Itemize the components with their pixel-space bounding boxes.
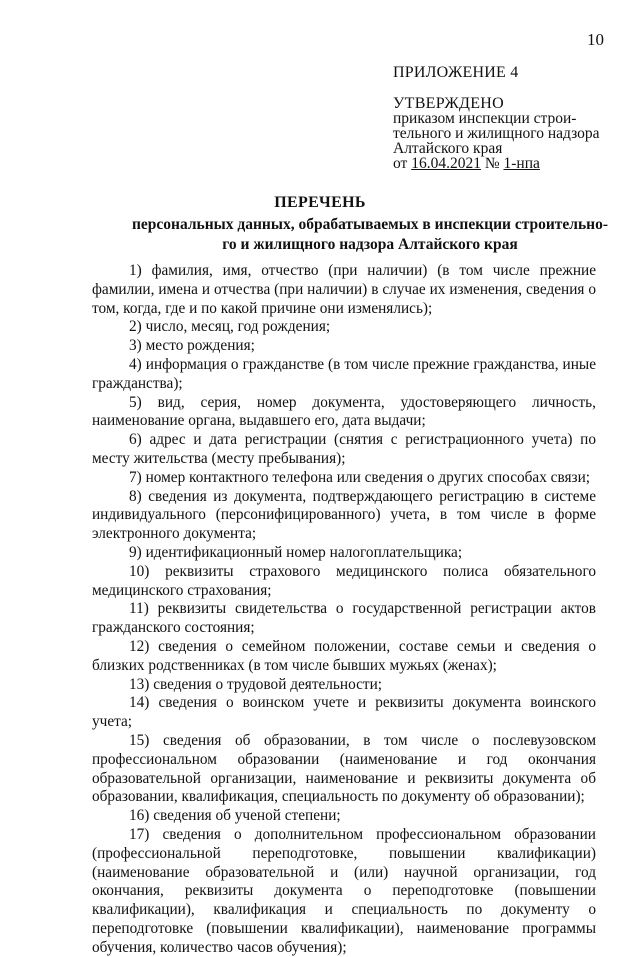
list-item: 6) адрес и дата регистрации (снятия с регистрационного учета) по месту жительства (месту пребывания); bbox=[92, 431, 596, 467]
approval-line: тельного и жилищного надзора bbox=[393, 125, 600, 142]
approval-line: приказом инспекции строи- bbox=[393, 110, 577, 127]
list-item: 7) номер контактного телефона или сведения о других способах связи; bbox=[129, 468, 591, 486]
document-title: ПЕРЕЧЕНЬ bbox=[274, 194, 366, 211]
page-number: 10 bbox=[587, 30, 604, 49]
list-item: 11) реквизиты свидетельства о государственной регистрации актов гражданского состояния; bbox=[92, 600, 596, 637]
list-item: 17) сведения о дополнительном профессиональном образовании (профессиональной переподготовке, повышении квалификации) (наименование образовательной и (или) научной организации, год окончания, реквизиты документа о переподготовке (повышении квалификации), квалификация и специальность по документу о переподготовке (повышении квалификации), наименование программы обучения, количество часов обучения); bbox=[92, 825, 596, 956]
document-subtitle: персональных данных, обрабатываемых в инспекции строительно-го и жилищного надзора Алтайского края bbox=[131, 216, 609, 253]
order-number: 1-нпа bbox=[503, 155, 540, 172]
list-item: 3) место рождения; bbox=[129, 337, 255, 355]
date-prefix: от bbox=[393, 155, 408, 172]
approval-heading: УТВЕРЖДЕНО bbox=[393, 95, 505, 112]
approval-block bbox=[393, 96, 633, 171]
approval-date: 16.04.2021 bbox=[411, 155, 481, 172]
list-item: 1) фамилия, имя, отчество (при наличии) (в том числе прежние фамилии, имена и отчества (при наличии) в случае их изменения, сведения о том, когда, где и по какой причине они изменялись); bbox=[92, 262, 596, 317]
list-item: 14) сведения о воинском учете и реквизиты документа воинского учета; bbox=[92, 694, 596, 731]
approval-date-line bbox=[393, 156, 633, 171]
list-item: 8) сведения из документа, подтверждающего регистрацию в системе индивидуального (персонифицированного) учета, в том числе в форме электронного документа; bbox=[92, 487, 596, 543]
list-item: 9) идентификационный номер налогоплательщика; bbox=[129, 543, 463, 561]
list-item: 15) сведения об образовании, в том числе о послевузовском профессиональном образовании (наименование и год окончания образовательной организации, наименование и реквизиты документа об образовании, квалификация, специальность по документу об образовании); bbox=[92, 731, 596, 806]
list-item: 12) сведения о семейном положении, составе семьи и сведения о близких родственниках (в том числе бывших мужьях (женах); bbox=[92, 637, 596, 674]
list-item: 2) число, месяц, год рождения; bbox=[129, 318, 331, 336]
appendix-label: ПРИЛОЖЕНИЕ 4 bbox=[393, 64, 519, 81]
approval-line: Алтайского края bbox=[393, 140, 503, 157]
list-item: 10) реквизиты страхового медицинского полиса обязательного медицинского страхования; bbox=[92, 562, 596, 599]
list-item: 13) сведения о трудовой деятельности; bbox=[129, 675, 383, 693]
list-item: 4) информация о гражданстве (в том числе прежние гражданства, иные гражданства); bbox=[92, 355, 596, 392]
list-item: 16) сведения об ученой степени; bbox=[129, 807, 341, 825]
list-item: 5) вид, серия, номер документа, удостоверяющего личность, наименование органа, выдавшего его, дата выдачи; bbox=[92, 393, 596, 430]
number-sign: № bbox=[484, 155, 500, 172]
items-list bbox=[92, 262, 596, 957]
